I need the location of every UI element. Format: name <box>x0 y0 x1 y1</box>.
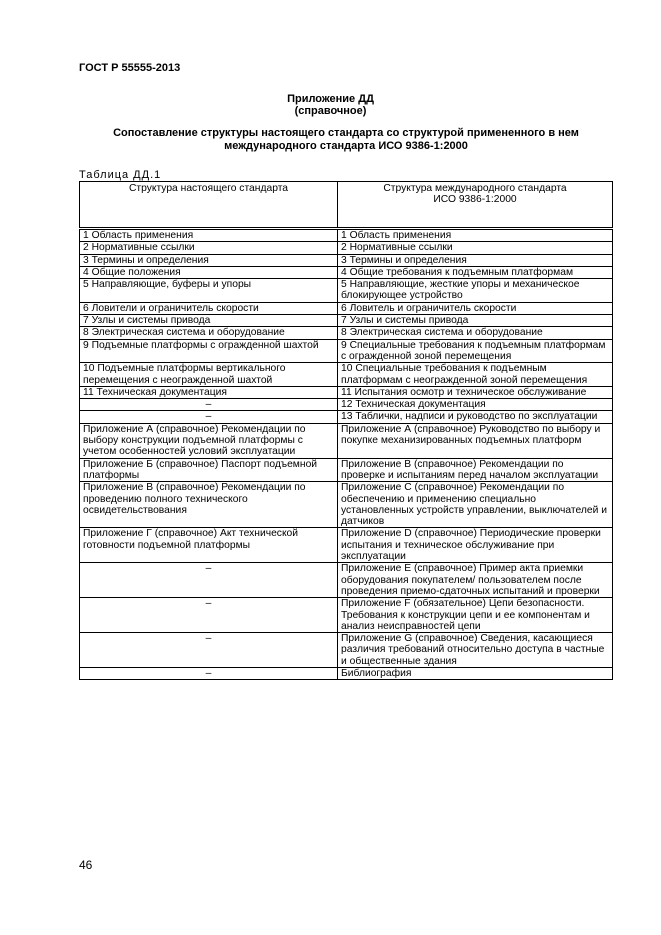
international-structure-cell: 9 Специальные требования к подъемным платформам с огражденной зоной перемещения <box>338 339 613 363</box>
table-row <box>80 423 613 458</box>
international-structure-cell: 10 Специальные требования к подъемным платформам с неогражденной зоной перемещения <box>338 363 613 387</box>
international-structure-cell: 8 Электрическая система и оборудование <box>338 327 613 339</box>
col-header-international <box>338 182 613 228</box>
international-structure-cell: 11 Испытания осмотр и техническое обслуживание <box>338 386 613 398</box>
table-row <box>80 339 613 363</box>
table-row <box>80 266 613 278</box>
page-number: 46 <box>79 858 93 872</box>
international-structure-cell: 7 Узлы и системы привода <box>338 315 613 327</box>
table-row <box>80 482 613 528</box>
international-structure-cell: 4 Общие требования к подъемным платформам <box>338 266 613 278</box>
international-structure-cell: 5 Направляющие, жесткие упоры и механическое блокирующее устройство <box>338 279 613 303</box>
col-header-international-line-1: Структура международного стандарта <box>383 183 567 194</box>
table-row <box>80 315 613 327</box>
international-structure-cell: Приложение С (справочное) Рекомендации по обеспечению и применению специально установленных устройств управлении, выключателей и датчиков <box>338 482 613 528</box>
col-header-national: Структура настоящего стандарта <box>80 182 338 228</box>
table-row <box>80 633 613 668</box>
table-caption: Таблица ДД.1 <box>79 169 162 181</box>
international-structure-cell: Приложение Е (справочное) Пример акта приемки оборудования покупателем/ пользователем после проведения приемо-сдаточных испытаний и проверки <box>338 563 613 598</box>
international-structure-cell: 6 Ловитель и ограничитель скорости <box>338 302 613 314</box>
appendix-heading <box>79 127 613 153</box>
national-structure-cell: 7 Узлы и системы привода <box>80 315 338 327</box>
national-structure-cell: Приложение А (справочное) Рекомендации по выбору конструкции подъемной платформы с учетом особенностей условий эксплуатации <box>80 423 338 458</box>
international-structure-cell: 13 Таблички, надписи и руководство по эксплуатации <box>338 411 613 423</box>
international-structure-cell: Приложение В (справочное) Рекомендации по проверке и испытаниям перед началом эксплуатации <box>338 458 613 482</box>
comparison-table <box>79 181 613 680</box>
table-header-row <box>80 182 613 228</box>
table-row <box>80 411 613 423</box>
national-structure-cell: – <box>80 411 338 423</box>
table-row <box>80 363 613 387</box>
national-structure-cell: – <box>80 399 338 411</box>
heading-line-2: международного стандарта ИСО 9386-1:2000 <box>224 140 468 152</box>
table-row <box>80 279 613 303</box>
table-row <box>80 327 613 339</box>
international-structure-cell: Приложение G (справочное) Сведения, касающиеся различия требований относительно доступа в частные и общественные здания <box>338 633 613 668</box>
table-row <box>80 386 613 398</box>
national-structure-cell: 6 Ловители и ограничитель скорости <box>80 302 338 314</box>
international-structure-cell: Приложение D (справочное) Периодические проверки испытания и техническое обслуживание при эксплуатации <box>338 528 613 563</box>
table-row <box>80 563 613 598</box>
table-row <box>80 458 613 482</box>
national-structure-cell: 9 Подъемные платформы с огражденной шахтой <box>80 339 338 363</box>
national-structure-cell: 11 Техническая документация <box>80 386 338 398</box>
national-structure-cell: Приложение Г (справочное) Акт технической готовности подъемной платформы <box>80 528 338 563</box>
col-header-international-line-2: ИСО 9386-1:2000 <box>433 194 517 206</box>
table-row <box>80 230 613 242</box>
national-structure-cell: 3 Термины и определения <box>80 254 338 266</box>
table-row <box>80 667 613 679</box>
international-structure-cell: 2 Нормативные ссылки <box>338 242 613 254</box>
appendix-subtitle: (справочное) <box>294 105 367 117</box>
national-structure-cell: – <box>80 598 338 633</box>
national-structure-cell: 2 Нормативные ссылки <box>80 242 338 254</box>
table-row <box>80 254 613 266</box>
table-row <box>80 242 613 254</box>
national-structure-cell: 10 Подъемные платформы вертикального перемещения с неогражденной шахтой <box>80 363 338 387</box>
international-structure-cell: Приложение F (обязательное) Цепи безопасности. Требования к конструкции цепи и ее компонентам и анализ неисправностей цепи <box>338 598 613 633</box>
national-structure-cell: – <box>80 563 338 598</box>
national-structure-cell: 5 Направляющие, буферы и упоры <box>80 279 338 303</box>
international-structure-cell: 12 Техническая документация <box>338 399 613 411</box>
international-structure-cell: Приложение А (справочное) Руководство по выбору и покупке механизированных подъемных платформ <box>338 423 613 458</box>
national-structure-cell: 8 Электрическая система и оборудование <box>80 327 338 339</box>
document-code: ГОСТ Р 55555-2013 <box>79 62 181 74</box>
heading-line-1: Сопоставление структуры настоящего стандарта со структурой примененного в нем <box>113 127 579 139</box>
table-row <box>80 302 613 314</box>
table-row <box>80 528 613 563</box>
international-structure-cell: 3 Термины и определения <box>338 254 613 266</box>
international-structure-cell: Библиография <box>338 667 613 679</box>
national-structure-cell: 1 Область применения <box>80 230 338 242</box>
table-body <box>80 230 613 680</box>
table-row <box>80 598 613 633</box>
national-structure-cell: 4 Общие положения <box>80 266 338 278</box>
national-structure-cell: – <box>80 667 338 679</box>
national-structure-cell: Приложение Б (справочное) Паспорт подъемной платформы <box>80 458 338 482</box>
national-structure-cell: Приложение В (справочное) Рекомендации по проведению полного технического освидетельствования <box>80 482 338 528</box>
international-structure-cell: 1 Область применения <box>338 230 613 242</box>
appendix-title: Приложение ДД <box>287 93 374 105</box>
table-row <box>80 399 613 411</box>
national-structure-cell: – <box>80 633 338 668</box>
